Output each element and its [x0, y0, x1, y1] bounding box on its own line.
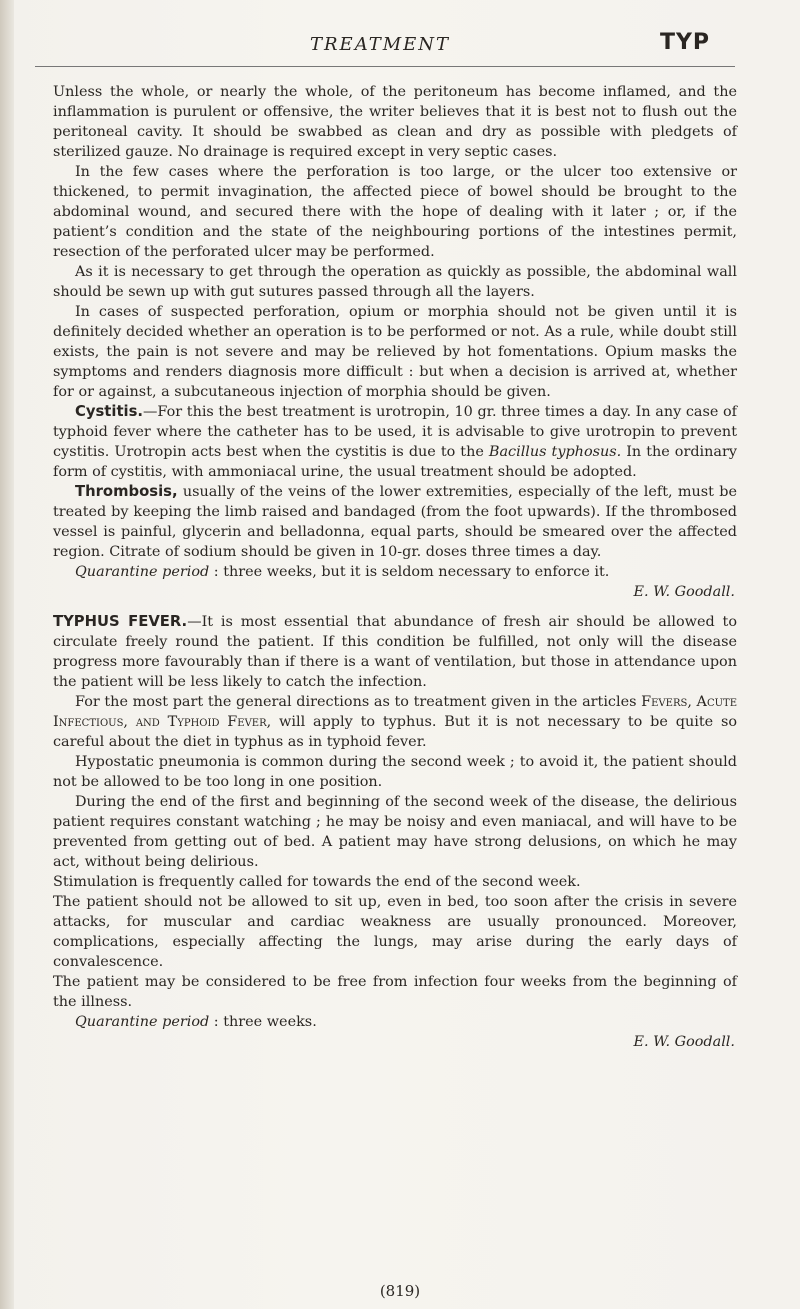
page-header [310, 30, 710, 64]
directions-text-a: For the most part the general directions as to treatment given in the articles [75, 694, 642, 710]
paragraph-general-directions [53, 692, 737, 752]
paragraph-delirium: During the end of the first and beginning of the second week of the disease, the delirious patient requires constant watching ; he may be noisy and even maniacal, and will have to be prevented from getting out of bed. A patient may have strong delusions, on which he may act, without being delirious. [53, 794, 737, 870]
directions-articles: Fevers, Acute Infectious, and Typhoid Fever, [53, 694, 737, 730]
paragraph-peritoneum: Unless the whole, or nearly the whole, of the peritoneum has become inflamed, and the inflammation is purulent or offensive, the writer believes that it is best not to flush out the peritoneal cavity. It should be swabbed as clean and dry as possible with pledgets of sterilized gauze. No drainage is required except in very septic cases. [53, 84, 737, 160]
cystitis-text-b: In the ordinary form of cystitis, with ammoniacal urine, the usual treatment should be adopted. [53, 444, 737, 480]
paragraph-convalescence: The patient should not be allowed to sit up, even in bed, too soon after the crisis in severe attacks, for muscular and cardiac weakness are usually pronounced. Moreover, complications, especially affecting the lungs, may arise during the early days of convalescence. [53, 894, 737, 970]
paragraph-resection: In the few cases where the perforation is too large, or the ulcer too extensive or thickened, to permit invagination, the affected piece of bowel should be brought to the abdominal wound, and secured there with the hope of dealing with it later ; or, if the patient’s condition and the state of the neighbouring portions of the intestines permit, resection of the perforated ulcer may be performed. [53, 164, 737, 260]
paragraph-typhus-fever [53, 612, 737, 692]
quarantine-label: Quarantine period [75, 564, 210, 580]
signature-typhoid: E. W. Goodall. [633, 584, 735, 600]
paragraph-thrombosis [53, 482, 737, 562]
paragraph-abdominal-wall: As it is necessary to get through the operation as quickly as possible, the abdominal wall should be sewn up with gut sutures passed through all the layers. [53, 264, 737, 300]
signature-typhus: E. W. Goodall. [633, 1034, 735, 1050]
paragraph-stimulation: Stimulation is frequently called for towards the end of the second week. [53, 874, 581, 890]
paragraph-cystitis [53, 402, 737, 482]
page-body [53, 82, 737, 1052]
page-number: (819) [379, 1282, 421, 1300]
cystitis-bacillus: Bacillus typhosus. [488, 444, 622, 460]
thrombosis-text: usually of the veins of the lower extremities, especially of the left, must be treated by keeping the limb raised and bandaged (from the foot upwards). If the thrombosed vessel is painful, glycerin and belladonna, equal parts, should be smeared over the affected region. Citrate of sodium should be given in 10-gr. doses three times a day. [53, 484, 737, 560]
header-title: TREATMENT [310, 34, 451, 55]
typhus-heading: TYPHUS FEVER. [53, 613, 188, 630]
typhus-text: —It is most essential that abundance of fresh air should be allowed to circulate freely round the patient. If this condition be fulfilled, not only will the disease progress more favourably than if there is a want of ventilation, but those in attendance upon the patient will be less likely to catch the infection. [53, 614, 737, 690]
paragraph-suspected-perforation: In cases of suspected perforation, opium or morphia should not be given until it is definitely decided whether an operation is to be performed or not. As a rule, while doubt still exists, the pain is not severe and may be relieved by hot fomentations. Opium masks the symptoms and renders diagnosis more difficult : but when a decision is arrived at, whether for or against, a subcutaneous injection of morphia should be given. [53, 304, 737, 400]
paragraph-quarantine-typhus [53, 1012, 737, 1032]
paragraph-infection-period: The patient may be considered to be free from infection four weeks from the beginning of the illness. [53, 974, 737, 1010]
running-head: TYP [659, 30, 710, 55]
cystitis-text-a: —For this the best treatment is urotropin, 10 gr. three times a day. In any case of typhoid fever where the catheter has to be used, it is advisable to give urotropin to prevent cystitis. Urotropin acts best when the cystitis is due to the [53, 404, 737, 460]
paragraph-hypostatic-pneumonia: Hypostatic pneumonia is common during the second week ; to avoid it, the patient should not be allowed to be too long in one position. [53, 754, 737, 790]
paragraph-quarantine-typhoid [53, 562, 737, 582]
header-rule [35, 66, 735, 67]
quarantine-text-typhus: : three weeks. [209, 1014, 317, 1030]
thrombosis-heading: Thrombosis, [75, 483, 178, 500]
quarantine-text: : three weeks, but it is seldom necessary to enforce it. [209, 564, 610, 580]
cystitis-heading: Cystitis. [75, 403, 144, 420]
directions-text-b: will apply to typhus. But it is not necessary to be quite so careful about the diet in typhus as in typhoid fever. [53, 714, 738, 750]
quarantine-label-typhus: Quarantine period [75, 1014, 210, 1030]
page-edge-shadow [0, 0, 14, 1309]
